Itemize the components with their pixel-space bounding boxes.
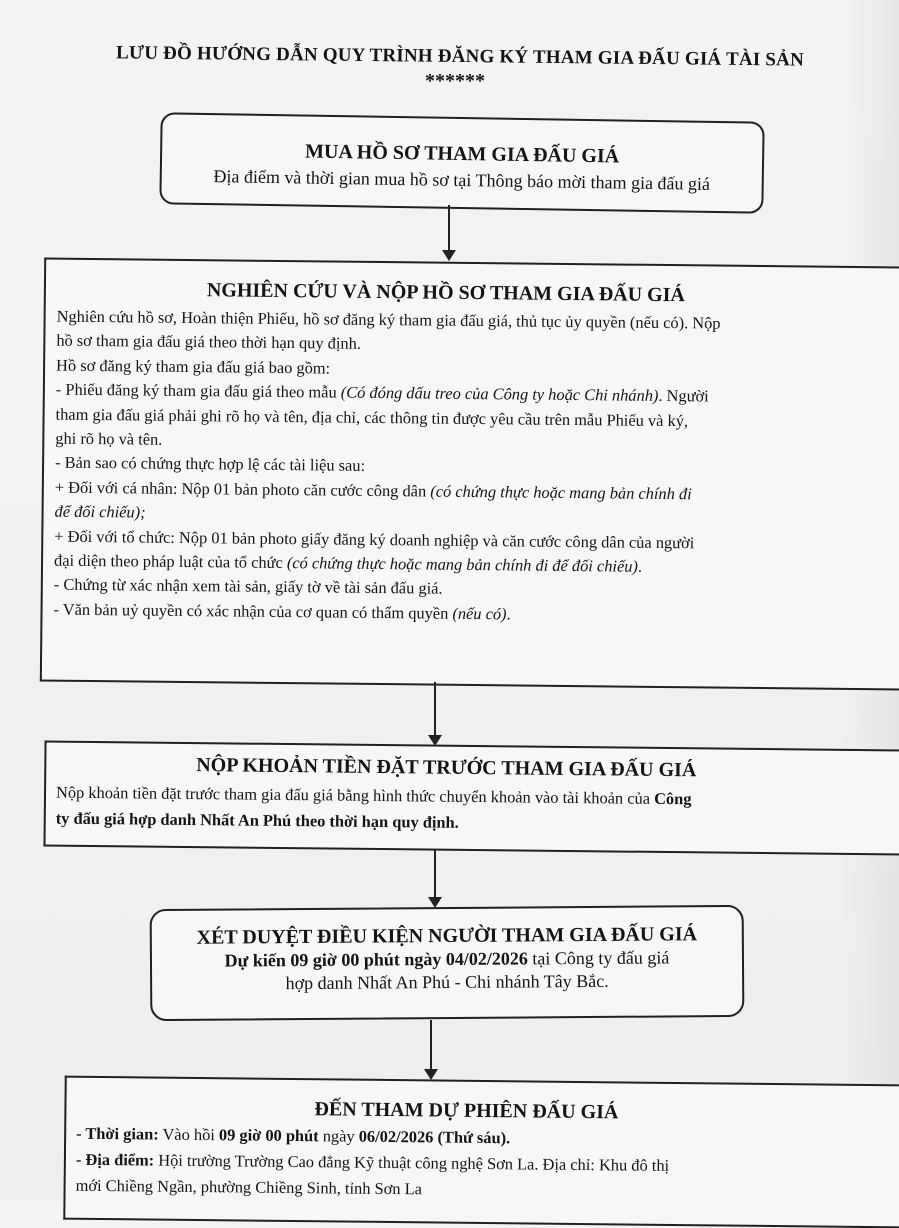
text-run-italic: (nếu có) xyxy=(452,603,507,624)
text-run: . Người xyxy=(658,386,709,406)
step-2-title: NGHIÊN CỨU VÀ NỘP HỒ SƠ THAM GIA ĐẤU GIÁ xyxy=(206,279,685,307)
text-run: . xyxy=(506,604,511,624)
step-4-title: XÉT DUYỆT ĐIỀU KIỆN NGƯỜI THAM GIA ĐẤU GIÁ xyxy=(196,923,698,949)
text-run-bold: Công xyxy=(654,788,692,809)
text-run: đại diện theo pháp luật của tổ chức xyxy=(53,550,287,573)
step-5-place-line: mới Chiềng Ngần, phường Chiềng Sinh, tỉnh Sơn La xyxy=(75,1175,423,1199)
arrow-down-icon xyxy=(421,1020,441,1080)
step-5-box xyxy=(63,1076,899,1228)
step-4-line xyxy=(152,946,742,973)
step-2-box xyxy=(40,257,899,690)
text-run: - Văn bản uỷ quyền có xác nhận của cơ quan có thẩm quyền xyxy=(53,599,453,623)
text-run: ngày xyxy=(318,1126,359,1146)
title-stars: ****** xyxy=(425,70,485,92)
step-4-line: hợp danh Nhất An Phú - Chi nhánh Tây Bắc. xyxy=(285,970,609,994)
step-1-text: Địa điểm và thời gian mua hồ sơ tại Thông báo mời tham gia đấu giá xyxy=(213,166,711,194)
arrow-down-icon xyxy=(425,850,445,908)
step-3-box xyxy=(43,740,899,855)
step-2-line: để đối chiếu); xyxy=(54,501,146,522)
step-2-line: Hồ sơ đăng ký tham gia đấu giá bao gồm: xyxy=(56,355,331,378)
text-run-italic: (có chứng thực hoặc mang bản chính đi xyxy=(430,481,692,504)
place-label: - Địa điểm: xyxy=(75,1149,155,1170)
text-run: . xyxy=(637,556,643,576)
step-4-box xyxy=(150,905,745,1021)
time-label: - Thời gian: xyxy=(76,1123,159,1144)
step-2-line: - Bản sao có chứng thực hợp lệ các tài liệu sau: xyxy=(54,453,366,476)
step-2-line: + Đối với tổ chức: Nộp 01 bản photo giấy đăng ký doanh nghiệp và căn cước công dân của người xyxy=(54,526,695,552)
step-3-line: ty đấu giá hợp danh Nhất An Phú theo thời hạn quy định. xyxy=(55,808,459,832)
text-run: Vào hồi xyxy=(158,1124,220,1145)
step-2-line: Nghiên cứu hồ sơ, Hoàn thiện Phiếu, hồ sơ đăng ký tham gia đấu giá, thủ tục ủy quyền (nếu có). Nộp xyxy=(56,306,721,333)
arrow-down-icon xyxy=(425,682,445,746)
text-run-bold: Dự kiến 09 giờ 00 phút ngày 04/02/2026 xyxy=(224,948,528,971)
step-5-title: ĐẾN THAM DỰ PHIÊN ĐẤU GIÁ xyxy=(314,1098,619,1124)
step-2-line: ghi rõ họ và tên. xyxy=(55,428,163,449)
step-2-line: - Chứng từ xác nhận xem tài sản, giấy tờ về tài sản đấu giá. xyxy=(53,575,443,599)
step-3-title: NỘP KHOẢN TIỀN ĐẶT TRƯỚC THAM GIA ĐẤU GIÁ xyxy=(196,754,697,782)
text-run: - Phiếu đăng ký tham gia đấu giá theo mẫu xyxy=(55,379,341,402)
text-run-italic: (có chứng thực hoặc mang bản chính đi để đối chiếu) xyxy=(286,553,639,576)
text-run: Nộp khoản tiền đặt trước tham gia đấu giá bằng hình thức chuyển khoản vào tài khoản của xyxy=(55,782,655,808)
step-2-line: hồ sơ tham gia đấu giá theo thời hạn quy định. xyxy=(56,331,362,354)
text-run: + Đối với cá nhân: Nộp 01 bản photo căn cước công dân xyxy=(54,477,431,501)
step-1-title: MUA HỒ SƠ THAM GIA ĐẤU GIÁ xyxy=(304,140,620,168)
step-2-line: tham gia đấu giá phải ghi rõ họ và tên, địa chỉ, các thông tin được yêu cầu trên mẫu Phiếu và ký, xyxy=(55,404,689,430)
step-3-body xyxy=(46,776,899,841)
text-run: Hội trường Trường Cao đẳng Kỹ thuật công nghệ Sơn La. Địa chỉ: Khu đô thị xyxy=(154,1150,670,1175)
step-5-body xyxy=(65,1119,899,1208)
text-run-bold: 09 giờ 00 phút xyxy=(218,1125,319,1146)
step-1-box xyxy=(159,112,764,213)
arrow-down-icon xyxy=(439,205,459,261)
text-run: tại Công ty đấu giá xyxy=(527,947,670,969)
text-run-bold: 06/02/2026 (Thứ sáu). xyxy=(358,1126,511,1148)
page-title: LƯU ĐỒ HƯỚNG DẪN QUY TRÌNH ĐĂNG KÝ THAM GIA ĐẤU GIÁ TÀI SẢN xyxy=(115,42,805,71)
step-2-body xyxy=(42,301,899,631)
text-run-italic: (Có đóng dấu treo của Công ty hoặc Chi nhánh) xyxy=(340,382,659,406)
